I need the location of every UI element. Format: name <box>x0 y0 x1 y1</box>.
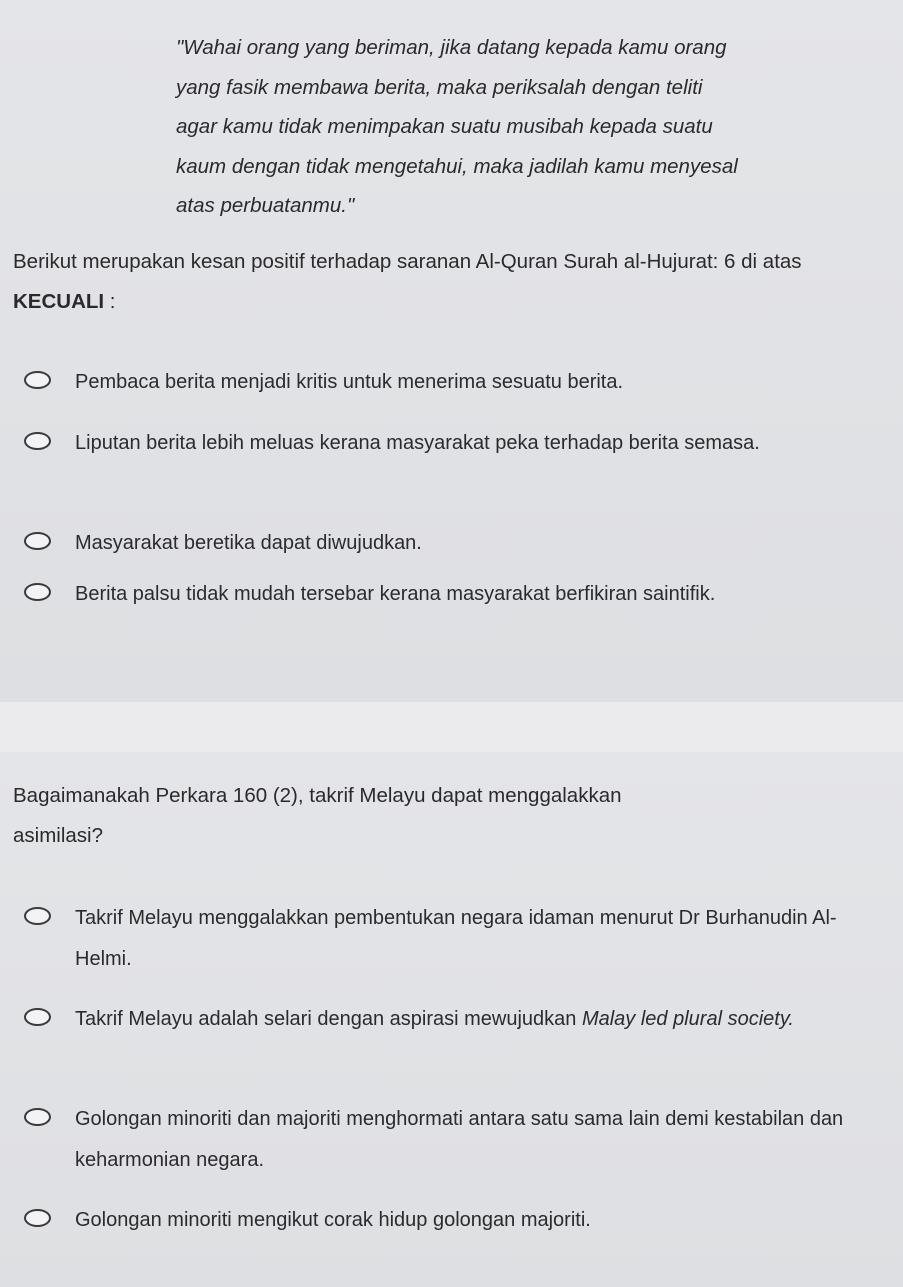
radio-button-icon[interactable] <box>24 907 51 925</box>
question-2-option-d[interactable] <box>24 1200 884 1241</box>
question-1-option-d[interactable] <box>24 574 884 615</box>
radio-button-icon[interactable] <box>24 583 51 601</box>
card-separator <box>0 702 903 752</box>
radio-button-icon[interactable] <box>24 1209 51 1227</box>
radio-button-icon[interactable] <box>24 1108 51 1126</box>
option-label: Masyarakat beretika dapat diwujudkan. <box>75 532 422 554</box>
question-1-prompt <box>13 242 883 321</box>
option-label: Golongan minoriti dan majoriti menghormati antara satu sama lain demi kestabilan dan keharmonian negara. <box>75 1108 844 1171</box>
option-label: Liputan berita lebih meluas kerana masyarakat peka terhadap berita semasa. <box>75 432 760 454</box>
option-label: Pembaca berita menjadi kritis untuk menerima sesuatu berita. <box>75 371 624 393</box>
question-1-option-a[interactable] <box>24 362 884 403</box>
question-1-prompt-emphasis: KECUALI <box>13 289 105 313</box>
quran-quote: "Wahai orang yang beriman, jika datang kepada kamu orang yang fasik membawa berita, maka periksalah dengan teliti agar kamu tidak menimpakan suatu musibah kepada suatu kaum dengan tidak mengetahui, maka jadilah kamu menyesal atas perbuatanmu." <box>176 36 738 217</box>
question-1-prompt-suffix: : <box>104 289 116 313</box>
radio-button-icon[interactable] <box>24 432 51 450</box>
question-2-option-c[interactable] <box>24 1099 884 1181</box>
option-label: Takrif Melayu menggalakkan pembentukan negara idaman menurut Dr Burhanudin Al-Helmi. <box>75 907 837 970</box>
radio-button-icon[interactable] <box>24 1008 51 1026</box>
radio-button-icon[interactable] <box>24 371 51 389</box>
option-label-italic: Malay led plural society. <box>581 1008 794 1030</box>
question-2-prompt: Bagaimanakah Perkara 160 (2), takrif Melayu dapat menggalakkan asimilasi? <box>13 784 622 847</box>
option-label-text: Takrif Melayu adalah selari dengan aspirasi mewujudkan <box>75 1008 582 1030</box>
question-card-2 <box>0 752 903 1287</box>
question-1-prompt-text: Berikut merupakan kesan positif terhadap saranan Al-Quran Surah al-Hujurat: 6 di atas <box>13 250 802 273</box>
radio-button-icon[interactable] <box>24 532 51 550</box>
question-1-option-c[interactable] <box>24 523 884 564</box>
option-label: Berita palsu tidak mudah tersebar kerana masyarakat berfikiran saintifik. <box>75 583 716 605</box>
question-1-option-b[interactable] <box>24 423 884 464</box>
question-2-option-b[interactable] <box>24 999 884 1040</box>
option-label <box>75 999 875 1040</box>
option-label: Golongan minoriti mengikut corak hidup golongan majoriti. <box>75 1209 591 1231</box>
question-2-option-a[interactable] <box>24 898 884 980</box>
